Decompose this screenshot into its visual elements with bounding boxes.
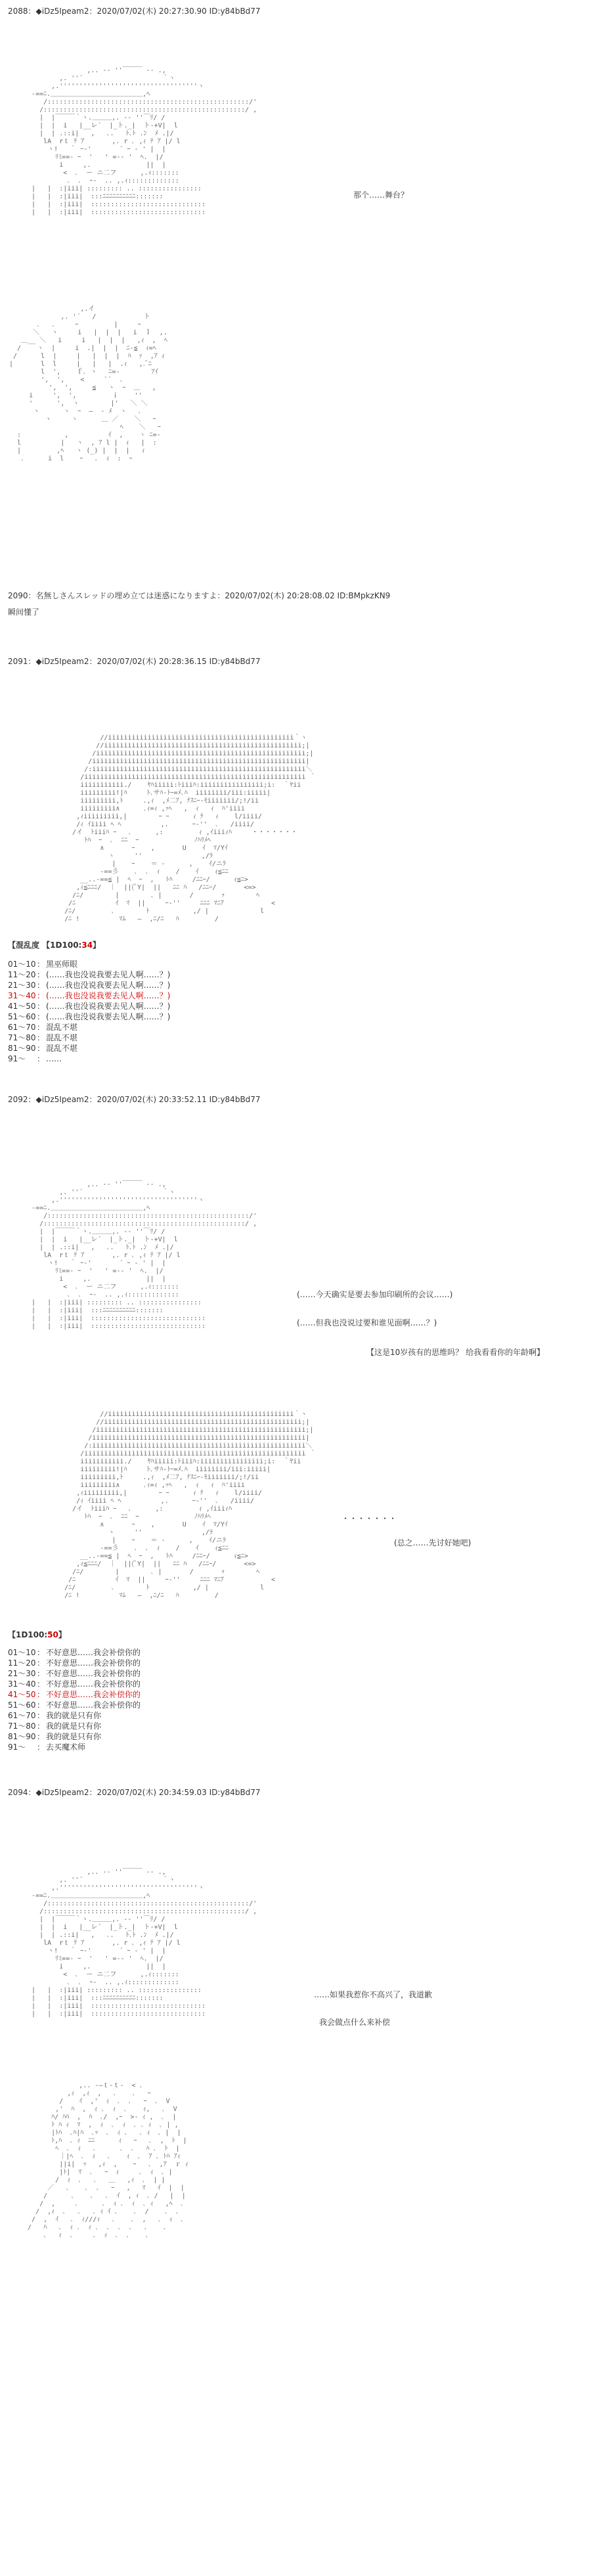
ascii-art-line: ,ｨ≦ﾆﾆﾆ/ ｜ ||(ﾟY| || ﾆﾆ ﾊ /ﾆﾆｰ/ <=> (37, 884, 256, 891)
ascii-art-line: ,. ''´ ｀ヽ (20, 1876, 175, 1884)
dice-range: 31〜40 (8, 1679, 36, 1689)
ascii-art-line: | | i |__レ´ |_ト._| ト-+V| l (20, 1236, 178, 1243)
ascii-art (20, 1181, 257, 1331)
dice-outcome: …… (46, 1054, 62, 1063)
ascii-art-line: < ､ ー ニ二フ ,.ｨ::::::: (20, 169, 179, 177)
dice-separator: ： (37, 1002, 45, 1011)
ascii-art-line: l ', ｆ､ ヽ ﾆ=- ｱｲ (9, 368, 158, 376)
dice-table (8, 1647, 141, 1752)
ascii-art-line: ﾘﾐ==- ｰ ' ' =-‐ ' ﾍ. |/ (20, 1955, 164, 1963)
ascii-art-line: | | :|iii| ::::::::::::::::::::::::::::: (20, 201, 206, 208)
dice-range: 91〜 (8, 1743, 26, 1752)
ascii-art-line: ,.'''''''''''''''''''''''''''''''''''ヽ (20, 83, 204, 90)
dice-range: 51〜60 (8, 1012, 36, 1021)
dice-title-prefix: 【1D100: (8, 1630, 48, 1639)
dice-table-row (8, 1668, 141, 1679)
post-header: 2088：◆iDz5Ipeam2：2020/07/02(木) 20:27:30.90 ID:y84bBd77 (8, 7, 261, 16)
dice-range: 01〜10 (8, 1648, 36, 1657)
ascii-art-line: ﾄ,ﾊ ､ ｨ ﾆﾆ ｨ ｰ ､ , ﾄ | (20, 2137, 187, 2144)
dice-range: 11〜20 (8, 1658, 36, 1668)
dice-separator: ： (37, 970, 45, 979)
ascii-art-line: ｜|ﾍ ､ ｨ ､ ｨ ､ ｱ ､ ﾄﾊ ｱｨ (20, 2153, 181, 2160)
ascii-art-line: | | :|iii| ::::::::::::::::::::::::::::: (20, 1323, 206, 1330)
ascii-art-line: ﾍ ､ ｨ ､ ､ ､ ﾊ ､ ﾄ | (20, 2145, 180, 2152)
ascii-art-line: / , ｲ ､ ｨ///ｨ ､ ､ , ､ ｨ ､ (20, 2216, 184, 2223)
ascii-art-line: /:iiiiiiiiiiiiiiiiiiiiiiiiiiiiiiiiiiiiiiiiiiiiiiiiiiiiii＼ (37, 1442, 313, 1450)
dice-separator: ： (37, 1711, 45, 1720)
ascii-art-line: ,. ''´ ｀ヽ (20, 75, 175, 82)
ascii-art-line: /ｨ ｲiiii ﾍ ﾍ ,. ｰ‐'' ､ /iiii/ (37, 1498, 255, 1505)
ascii-art-line: | | :|iii| :::ﾆﾆﾆﾆﾆﾆﾆﾆﾆﾆ::::::: (20, 1307, 164, 1314)
ascii-art-line: / ,ｨ ､ ､ ､ ｨ ｲ ､ ､ / ､ ､ (20, 2208, 179, 2215)
ascii-art-line: ヽ! ｀ ｰ‐' ´ ｰ ‐ ' | | (20, 146, 166, 153)
dice-outcome: 不好意思……我会补偿你的 (46, 1679, 141, 1689)
ascii-art-line: ﾊ/ ﾊﾊ , ﾊ ､/ ,ｰ >- ｨ , ､ | (20, 2114, 177, 2121)
dice-range: 01〜10 (8, 960, 36, 969)
dice-table-row (8, 1710, 141, 1721)
dice-outcome: (……我也没说我要去见人啊……？) (46, 991, 171, 1000)
ascii-art-line: ', ', ≦ ヽ ｰ ＿ , (9, 384, 156, 391)
ascii-art-line: /iiiiiiiiiiiiiiiiiiiiiiiiiiiiiiiiiiiiiiiiiiiiiiiiiiiii;| (37, 1427, 314, 1434)
ascii-art-line: ､ ､ ｰ‐ .. ,.ｨ::::::::::::: (20, 1979, 179, 1986)
ascii-art-line: /ﾆ/ ､ ﾄ ,/ | l (37, 1584, 265, 1591)
dice-separator: ： (37, 1658, 45, 1668)
ascii-art-line: /ﾆ ｲ ﾏ || ｰ-'' ﾆﾆﾆ ﾏﾆｱ < (37, 1576, 276, 1584)
dice-range: 21〜30 (8, 1669, 36, 1678)
dice-table-row (8, 1658, 141, 1668)
ascii-art-line: ,. '´ / ト (9, 313, 150, 321)
dice-table (8, 959, 170, 1064)
dice-table-row (8, 959, 170, 969)
ascii-art-line: /ｨ ｲiiii ﾍ ﾍ ,. ｰ‐'' ､ /iiii/ (37, 821, 255, 828)
dice-separator: ： (37, 1012, 45, 1021)
dice-outcome: 混乱不堪 (46, 1033, 78, 1042)
ascii-art-line: ヽ '' ,/ﾗ (37, 1529, 213, 1536)
ascii-art-line: /iiiiiiiiiiiiiiiiiiiiiiiiiiiiiiiiiiiiiiiiiiiiiiiiiiiiiiii ｀ (37, 774, 317, 781)
ascii-art-line: | | :|iii| ::::::::::::::::::::::::::::: (20, 2003, 206, 2010)
ascii-art-line: ､ ､ ｰ‐ .. ,.ｨ::::::::::::: (20, 177, 179, 185)
dice-outcome: 不好意思……我会补偿你的 (46, 1658, 141, 1668)
ascii-art-line: iiiiiiiii,ﾄ .,ｨ ,ﾒ二ｱ, ﾅｽﾆｰ-ﾓiiiiiii/;!/ii (37, 797, 259, 805)
ascii-art-line: /ﾆ ｲ ﾏ || ｰ-'' ﾆﾆﾆ ﾏﾆｱ < (37, 900, 276, 907)
ascii-art-line: i ', ', ｉ '' (9, 392, 143, 399)
dice-table-row (8, 1647, 141, 1658)
dice-separator: ： (37, 1023, 45, 1032)
ascii-art-line: //iiiiiiiiiiiiiiiiiiiiiiiiiiiiiiiiiiiiiiiiiiiiiii｀ヽ (37, 1411, 307, 1418)
post-header: 2092：◆iDz5Ipeam2：2020/07/02(木) 20:33:52.11 ID:y84bBd77 (8, 1095, 261, 1104)
ascii-art-line: / ヽ | i .| | | ﾆ-≦ ｨ=ﾍ (9, 345, 156, 352)
ascii-art-line: /iiiiiiiiiiiiiiiiiiiiiiiiiiiiiiiiiiiiiiiiiiiiiiiiiiiii;| (37, 750, 314, 757)
ascii-art-line: | |￣￣￣｀ヽ.＿＿＿,. -‐ ''￣ﾘ/ / (20, 1916, 165, 1923)
ascii-art-line: /ﾆ/ | ､ | / ｯ ﾍ (37, 1568, 260, 1576)
dice-range: 31〜40 (8, 991, 36, 1000)
ascii-art-line: ' ', ヽ |' ＼ ＼ (9, 400, 148, 407)
dialog-line: (……今天确实是要去参加印刷所的会议……) (297, 1290, 453, 1299)
ascii-art (20, 1869, 257, 2018)
dice-table-row (8, 1001, 170, 1011)
dice-range: 61〜70 (8, 1711, 36, 1720)
dialog-line: ・・・・・・・ (341, 1514, 397, 1523)
ascii-art (20, 2082, 188, 2240)
ascii-art-line: ヽ '' ,/ﾗ (37, 853, 213, 860)
dice-outcome: (……我也没说我要去见人啊……？) (46, 970, 171, 979)
dice-range: 21〜30 (8, 981, 36, 990)
ascii-art-line: lA rｔ ﾃ ｱ ,. r ､ ,ｨ ﾃ ｱ |/ l (20, 1252, 181, 1259)
ascii-art-line: | | :|iii| ::::::::::::::::::::::::::::: (20, 1315, 206, 1322)
ascii-art-line: |ﾄﾊ ､ﾊ|ﾊ ､ｯ ､ ｨ ､ ､ ｨ ､ | | (20, 2129, 181, 2137)
dice-separator: ： (37, 1054, 45, 1063)
ascii-art-line: | | :|iii| ::::::::: .. :::::::::::::::: (20, 1299, 202, 1306)
dice-range: 81〜90 (8, 1044, 36, 1053)
ascii-art-line: | | :|iii| :::ﾆﾆﾆﾆﾆﾆﾆﾆﾆﾆ::::::: (20, 193, 164, 200)
ascii-art-line: iiiiiiiiiii./ ﾔﾊiiiii:ﾄiiiﾊ:iiiiiiiiiiiiiiii;i: ｀ﾔii (37, 782, 301, 789)
ascii-art-line: | ,ﾍ ヽ (_) | | | ｨ (9, 447, 145, 455)
dice-range: 71〜80 (8, 1721, 36, 1731)
ascii-art-line: | | .::i| , ､. ﾄ､ﾄ .ﾝ ﾒ .|/ (20, 1244, 174, 1251)
ascii-art-line: ／ ､ ､ ､ ｰ , ﾏ ｲ | | (20, 2185, 185, 2192)
dice-outcome: 不好意思……我会补偿你的 (46, 1648, 141, 1657)
ascii-art-line: ,ｨiiiiiiiii,| ｰ ｰ ｨ ﾃ ｨ l/iiii/ (37, 1490, 263, 1497)
ascii-art-line: ', ', < `` ､ (9, 376, 123, 384)
ascii-art-line: < ､ ー ニ二フ ,.ｨ::::::: (20, 1283, 179, 1291)
dice-table-row (8, 1043, 170, 1054)
ascii-art-line: | | .::i| , ､. ﾄ､ﾄ .ﾝ ﾒ .|/ (20, 130, 174, 137)
dice-outcome: 我的就是只有你 (46, 1711, 102, 1720)
ascii-art-line: ,' ﾊ , ｨ ､ ｨ ､ ｨ, ､ V (20, 2106, 177, 2113)
ascii-art-line: i ,. || | (20, 162, 166, 169)
dice-result: 34 (81, 941, 93, 950)
dice-table-row (8, 969, 170, 980)
dice-outcome: (……我也没说我要去见人啊……？) (46, 1002, 171, 1011)
dice-table-row (8, 1011, 170, 1022)
dice-title-prefix: 【混乱度 【1D100: (8, 941, 82, 950)
ascii-art (20, 67, 257, 217)
ascii-art-line: | | i |__レ´ |_ト._| ト-+V| l (20, 122, 178, 129)
dice-table-row (8, 1721, 141, 1731)
ascii-art-line: /:::::::::::::::::::::::::::::::::::::::::::::::::::/' (20, 99, 257, 106)
ascii-art-line: ﾘﾐ==- ｰ ' ' =-‐ ' ﾍ. |/ (20, 154, 164, 161)
ascii-art-line: ヽ ヽ ＿ ／ ＼ ｰ (9, 416, 156, 423)
ascii-art-line: ,ｨ ,ｨ , ､ ､ ｰ (20, 2090, 151, 2097)
ascii-art-line: /ﾆ/ | ､ | / ｯ ﾍ (37, 892, 260, 899)
ascii-art-line: ヽ! ｀ ｰ‐' ´ ｰ ‐ ' | | (20, 1260, 166, 1267)
ascii-art-line: lA rｔ ﾃ ｱ ,. r ､ ,ｨ ﾃ ｱ |/ l (20, 1940, 181, 1947)
dice-range: 51〜60 (8, 1700, 36, 1710)
dice-outcome: 去买魔术师 (46, 1743, 86, 1752)
ascii-art-line: ,.イ (9, 305, 95, 313)
dice-separator: ： (37, 1648, 45, 1657)
dice-range: 81〜90 (8, 1732, 36, 1741)
ascii-art-line: | |￣￣￣｀ヽ.＿＿＿,. -‐ ''￣ﾘ/ / (20, 1228, 165, 1235)
ascii-art-line: | ｰ ＝ - , ｲ/ニﾗ (37, 1537, 226, 1544)
ascii-art-line: iiiiiiiii∧ ､ｨ=ｨ ,ｯﾍ , ｨ ｨ ﾊ'iiii (37, 805, 245, 812)
ascii-art-line: / ｨ ､ ､ ＿ ,ｨ ､ | | (20, 2177, 165, 2184)
ascii-art-line: ,.'''''''''''''''''''''''''''''''''''ヽ (20, 1884, 204, 1892)
ascii-art-line: /イ ﾄiiiﾊ ｰ ､ ,: ｨ ,ｲiiiｨﾊ (37, 1505, 232, 1513)
dice-separator: ： (37, 981, 45, 990)
ascii-art-line: ＿__ ＼ i i | | | ,ｨ , ﾍ (9, 337, 167, 344)
ascii-art-line: | | :|iii| :::ﾆﾆﾆﾆﾆﾆﾆﾆﾆﾆ::::::: (20, 1995, 164, 2002)
dice-outcome: 我的就是只有你 (46, 1732, 102, 1741)
ascii-art-line: lA rｔ ﾃ ｱ ,. r ､ ,ｨ ﾃ ｱ |/ l (20, 138, 181, 145)
dice-table-row (8, 1689, 141, 1700)
ascii-art-line: / ､ ､ ､ ｲ , ｨ ､ / | | (20, 2192, 186, 2200)
dice-outcome: 不好意思……我会补偿你的 (46, 1690, 141, 1699)
ascii-art-line: -==彡 ､ ､ ｨ / ｲ ｨ≦ﾆﾆ (37, 868, 229, 876)
dice-title-suffix: 】 (58, 1630, 66, 1639)
ascii-art-line: //iiiiiiiiiiiiiiiiiiiiiiiiiiiiiiiiiiiiiiiiiiiiiiiiii;| (37, 742, 310, 749)
ascii-art-line: ,ｨiiiiiiiii,| ｰ ｰ ｨ ﾃ ｨ l/iiii/ (37, 813, 263, 820)
ascii-art-line: ､ ､ ｰ‐ .. ,.ｨ::::::::::::: (20, 1291, 179, 1299)
ascii-art-line: /ﾆ/ ､ ﾄ ,/ | l (37, 908, 265, 915)
dice-outcome: 不好意思……我会补偿你的 (46, 1669, 141, 1678)
ascii-art-line: i ,. || | (20, 1276, 166, 1283)
ascii-art-line: | | :|iii| ::::::::: .. :::::::::::::::: (20, 1987, 202, 1994)
dice-table-row (8, 1022, 170, 1033)
dice-table-row (8, 1033, 170, 1043)
dialog-line: 【这是10岁孩有的思维吗？ 给我看看你的年龄啊】 (366, 1348, 545, 1357)
post-header: 2090：名無しさんスレッドの埋め立ては迷惑になりますよ：2020/07/02(木) 20:28:08.02 ID:BMpkzKN9 (8, 591, 391, 600)
ascii-art-line: //iiiiiiiiiiiiiiiiiiiiiiiiiiiiiiiiiiiiiiiiiiiiiii｀ヽ (37, 734, 307, 742)
ascii-art-line: ,. ''´ ｀ヽ (20, 1189, 175, 1196)
ascii-art (9, 305, 167, 463)
dice-outcome: (……我也没说我要去见人啊……？) (46, 1012, 171, 1021)
ascii-art-line: -==彡 ､ ､ ｨ / ｲ ｨ≦ﾆﾆ (37, 1545, 229, 1552)
ascii-art-line: / l | | | | | ﾊ ｧ ,ｱ ｨ (9, 353, 165, 360)
dice-separator: ： (37, 1679, 45, 1689)
post-body: 瞬间懂了 (8, 608, 40, 617)
dice-table-row (8, 980, 170, 990)
dice-table-row (8, 1742, 141, 1752)
ascii-art-line: | |￣￣￣｀ヽ.＿＿＿,. -‐ ''￣ﾘ/ / (20, 114, 165, 122)
ascii-art-line: iiiiiiiii!|ﾊ ﾄ､サﾊ-ﾄｰ=ﾒ､ﾊ iiiiiiii/iii:iiiii| (37, 1466, 271, 1473)
ascii-art-line: ﾄ ﾊ ｨ ﾏ , ｨ ､ ｨ ､ ､ ｨ ､ | , (20, 2121, 179, 2129)
dice-separator: ： (37, 1700, 45, 1710)
dice-outcome: 不好意思……我会补偿你的 (46, 1700, 141, 1710)
ascii-art-line: ,ｨ≦ﾆﾆﾆ/ ｜ ||(ﾟY| || ﾆﾆ ﾊ /ﾆﾆｰ/ <=> (37, 1561, 256, 1568)
ascii-art-line: ,.. -‐ ''￣￣￣ ‐- ., (20, 1869, 166, 1876)
ascii-art-line: | | :|iii| ::::::::::::::::::::::::::::: (20, 2010, 206, 2018)
ascii-art-line: /:::::::::::::::::::::::::::::::::::::::::::::::::::/ , (20, 106, 257, 114)
ascii-art-line: __..-==≦ | ﾍ ｰ , ﾄﾊ /ﾆﾆｰ/ ｨ≦ﾆ> (37, 1553, 248, 1560)
ascii-art-line: |ﾄ| ﾏ ､ ｰ ｨ ､ ｨ ､ | (20, 2169, 173, 2176)
dialog-line: 那个……舞台？ (353, 190, 409, 200)
ascii-art-line: /iiiiiiiiiiiiiiiiiiiiiiiiiiiiiiiiiiiiiiiiiiiiiiiiiiiiiiii ｀ (37, 1450, 317, 1457)
ascii-art-line: | | :|iii| ::::::::: .. :::::::::::::::: (20, 185, 202, 192)
dice-separator: ： (37, 991, 45, 1000)
dice-separator: ： (37, 1044, 45, 1053)
ascii-art-line: /ﾆ ! ﾏﾑ ― ,ﾆ/ﾆ ﾊ / (37, 916, 219, 923)
ascii-art-line: /イ ﾄiiiﾊ ｰ ､ ,: ｨ ,ｲiiiｨﾊ ・・・・・・・ (37, 829, 297, 836)
ascii-art-line: : , ｲ , ヽ ﾆ=- (9, 432, 161, 439)
ascii-art (37, 1411, 316, 1600)
ascii-art-line: | ｰ ＝ - , ｲ/ニﾗ (37, 860, 226, 868)
ascii-art-line: | | :|iii| ::::::::::::::::::::::::::::: (20, 209, 206, 216)
dice-separator: ： (37, 1743, 45, 1752)
dice-range: 91〜 (8, 1054, 26, 1063)
ascii-art-line: | | .::i| , ､. ﾄ､ﾄ .ﾝ ﾒ .|/ (20, 1932, 174, 1939)
ascii-art-line: i ,. || | (20, 1963, 166, 1970)
ascii-art-line: /:::::::::::::::::::::::::::::::::::::::::::::::::::/' (20, 1900, 257, 1907)
ascii-art-line: | l l | | | .ｨ ,.ﾞﾆ (9, 361, 152, 368)
ascii-art-line: ﾄﾊ ｰ ､ ﾆﾆ ｰ ﾉﾊﾘﾒﾍ (37, 1513, 211, 1521)
ascii-art-line: / ｲ ,' ｨ ､ ､ ｰ ､ V (20, 2098, 170, 2105)
dice-table-row (8, 1679, 141, 1689)
ascii-art-line: iiiiiiiii∧ ､ｨ=ｨ ,ｯﾍ , ｨ ｨ ﾊ'iiii (37, 1482, 245, 1489)
dice-separator: ： (37, 1732, 45, 1741)
ascii-art-line: ヽ ヽ ｰ ― ‐ ﾒ ヽ ､ (9, 408, 142, 415)
dice-outcome: 黑巫师眼 (46, 960, 78, 969)
dice-outcome: (……我也没说我要去见人啊……？) (46, 981, 171, 990)
ascii-art-line: ∧ ｰ , U ｲ ﾏ/Yｲ (37, 845, 228, 852)
dice-result: 50 (47, 1630, 58, 1639)
dice-outcome: 混乱不堪 (46, 1023, 78, 1032)
post-header: 2091：◆iDz5Ipeam2：2020/07/02(木) 20:28:36.15 ID:y84bBd77 (8, 657, 261, 666)
dice-separator: ： (37, 1033, 45, 1042)
ascii-art-line: -==ﾆ.＿＿＿＿＿＿＿＿＿＿＿＿＿＿,ﾍ (20, 91, 150, 98)
dice-title-suffix: 】 (93, 941, 101, 950)
ascii-art-line: ,.'''''''''''''''''''''''''''''''''''ヽ (20, 1197, 204, 1204)
ascii-art-line: /:::::::::::::::::::::::::::::::::::::::::::::::::::/ , (20, 1220, 257, 1228)
ascii-art-line: ､ i l ｰ ､ ｨ : ｰ (9, 455, 133, 462)
ascii-art-line: /:::::::::::::::::::::::::::::::::::::::::::::::::::/ , (20, 1908, 257, 1915)
ascii-art-line: ||i| ｯ ,ｨ , ｰ ､ ,ｱ ｒ ｨ (20, 2161, 188, 2168)
ascii-art-line: ,.. -‐ ''￣￣￣ ‐- ., (20, 1181, 166, 1188)
dice-separator: ： (37, 1669, 45, 1678)
dice-title (8, 939, 100, 950)
dice-range: 71〜80 (8, 1033, 36, 1042)
ascii-art-line: ､ ､ ｰ | ｰ (9, 321, 141, 328)
ascii-art-line: -==ﾆ.＿＿＿＿＿＿＿＿＿＿＿＿＿＿,ﾍ (20, 1205, 150, 1212)
dice-table-row (8, 1731, 141, 1742)
dice-range: 41〜50 (8, 1690, 36, 1699)
ascii-art-line: l | ヽ , ｱ l | ｨ | : (9, 439, 157, 447)
ascii-art-line: /ﾆ ! ﾏﾑ ― ,ﾆ/ﾆ ﾊ / (37, 1592, 219, 1599)
ascii-art-line: / ﾊ ､ ｨ ､ ｨ ､ ､ ､ ､ ､ ､ (20, 2224, 167, 2231)
post-header: 2094：◆iDz5Ipeam2：2020/07/02(木) 20:34:59.03 ID:y84bBd77 (8, 1788, 261, 1797)
ascii-art-line: ﾍ ＼ ｰ (9, 424, 161, 431)
ascii-art-line: __..-==≦ | ﾍ ｰ , ﾄﾊ /ﾆﾆｰ/ ｨ≦ﾆ> (37, 876, 248, 883)
ascii-art-line: iiiiiiiii!|ﾊ ﾄ､サﾊ-ﾄｰ=ﾒ､ﾊ iiiiiiii/iii:iiiii| (37, 789, 271, 797)
ascii-art-line: //iiiiiiiiiiiiiiiiiiiiiiiiiiiiiiiiiiiiiiiiiiiiiiiiii;| (37, 1419, 310, 1426)
ascii-art-line: | | i |__レ´ |_ト._| ト-+V| l (20, 1924, 178, 1931)
dice-separator: ： (37, 960, 45, 969)
ascii-art (37, 734, 316, 923)
dice-outcome: 我的就是只有你 (46, 1721, 102, 1731)
ascii-art-line: /:iiiiiiiiiiiiiiiiiiiiiiiiiiiiiiiiiiiiiiiiiiiiiiiiiiiiii＼ (37, 766, 313, 773)
ascii-art-line: /:::::::::::::::::::::::::::::::::::::::::::::::::::/' (20, 1212, 257, 1220)
dice-range: 41〜50 (8, 1002, 36, 1011)
ascii-art-line: iiiiiiiiiii./ ﾔﾊiiiii:ﾄiiiﾊ:iiiiiiiiiiiiiiii;i: ｀ﾔii (37, 1458, 301, 1465)
ascii-art-line: < ､ ー ニ二フ ,.ｨ::::::: (20, 1971, 179, 1978)
dialog-line: ……如果我惹你不高兴了，我道歉 (314, 1990, 433, 1999)
ascii-art-line: ,.. -‐ ''￣￣￣ ‐- ., (20, 67, 166, 74)
dice-separator: ： (37, 1721, 45, 1731)
ascii-art-line: ､ ｨ ､ ､ ｨ ､ ､ ､ (20, 2232, 149, 2239)
ascii-art-line: ﾘﾐ==- ｰ ' ' =-‐ ' ﾍ. |/ (20, 1268, 164, 1275)
dice-separator: ： (37, 1690, 45, 1699)
ascii-art-line: /iiiiiiiiiiiiiiiiiiiiiiiiiiiiiiiiiiiiiiiiiiiiiiiiiiiiii| (37, 1434, 310, 1442)
ascii-art-line: ＼ ヽ i | | | i ｌ ,. (9, 329, 167, 336)
ascii-art-line: ,.. -―ｔ-ｔ- < ､ (20, 2082, 143, 2089)
ascii-art-line: /iiiiiiiiiiiiiiiiiiiiiiiiiiiiiiiiiiiiiiiiiiiiiiiiiiiiii| (37, 758, 310, 765)
dice-table-row (8, 1700, 141, 1710)
ascii-art-line: iiiiiiiii,ﾄ .,ｨ ,ﾒ二ｱ, ﾅｽﾆｰ-ﾓiiiiiii/;!/ii (37, 1474, 259, 1481)
ascii-art-line: ヽ! ｀ ｰ‐' ´ ｰ ‐ ' | | (20, 1947, 166, 1955)
dice-table-row (8, 1054, 170, 1064)
dice-title (8, 1629, 66, 1640)
ascii-art-line: -==ﾆ.＿＿＿＿＿＿＿＿＿＿＿＿＿＿,ﾍ (20, 1892, 150, 1899)
dialog-line: (总之……先讨好她吧) (394, 1538, 471, 1547)
ascii-art-line: ﾄﾊ ｰ ､ ﾆﾆ ｰ ﾉﾊﾘﾒﾍ (37, 837, 211, 844)
dice-range: 61〜70 (8, 1023, 36, 1032)
ascii-art-line: / , ､ ､ ｨ ､ ｨ ､ ｨ ,ﾍ ､ (20, 2200, 184, 2208)
dice-range: 11〜20 (8, 970, 36, 979)
dice-outcome: 混乱不堪 (46, 1044, 78, 1053)
dialog-line: (……但我也没说过要和谁见面啊……？) (297, 1318, 437, 1327)
dialog-line: 我会做点什么来补偿 (319, 2018, 391, 2027)
ascii-art-line: ∧ ｰ , U ｲ ﾏ/Yｲ (37, 1521, 228, 1528)
dice-table-row (8, 990, 170, 1001)
